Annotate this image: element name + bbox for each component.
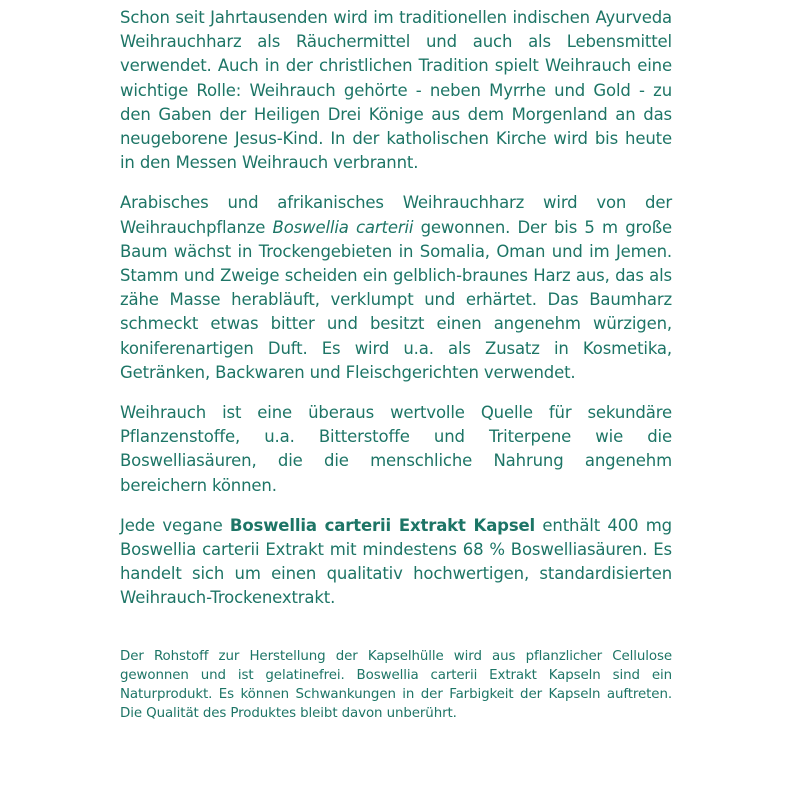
origin-paragraph [120,191,672,385]
capsule-text-start: Jede vegane [120,515,230,535]
capsule-shell-note: Der Rohstoff zur Herstellung der Kapselhülle wird aus pflanzlicher Cellulose gewonnen und ist gelatinefrei. Boswellia carterii Extrakt Kapseln sind ein Naturprodukt. Es können Schwankungen in der Farbigkeit der Kapseln auftreten. Die Qualität des Produktes bleibt davon unberührt. [120,648,672,722]
product-description [120,6,672,723]
species-name: Boswellia carterii [272,217,414,237]
nutrients-paragraph: Weihrauch ist eine überaus wertvolle Quelle für sekundäre Pflanzenstoffe, u.a. Bitterstoffe und Triterpene wie die Boswelliasäuren, die die menschliche Nahrung angenehm bereichern können. [120,403,672,495]
history-paragraph: Schon seit Jahrtausenden wird im traditionellen indischen Ayurveda Weihrauchharz als Räuchermittel und auch als Lebensmittel verwendet. Auch in der christlichen Tradition spielt Weihrauch eine wichtige Rolle: Weihrauch gehörte - neben Myrrhe und Gold - zu den Gaben der Heiligen Drei Könige aus dem Morgenland an das neugeborene Jesus-Kind. In der katholischen Kirche wird bis heute in den Messen Weihrauch verbrannt. [120,8,672,173]
origin-text-start: Arabisches und afrikanisches Weihrauchharz wird von der Weihrauchpflanze [120,193,672,237]
capsule-paragraph [120,514,672,611]
product-name: Boswellia carterii Extrakt Kapsel [229,515,536,535]
capsule-text-end: enthält 400 mg Boswellia carterii Extrakt mit mindestens 68 % Boswelliasäuren. Es handelt sich um einen qualitativ hochwertigen, standardisierten Weihrauch-Trockenextrakt. [120,515,672,608]
origin-text-end: gewonnen. Der bis 5 m große Baum wächst in Trockengebieten in Somalia, Oman und im Jemen. Stamm und Zweige scheiden ein gelblich-braunes Harz aus, das als zähe Masse herabläuft, verklumpt und erhärtet. Das Baumharz schmeckt etwas bitter und besitzt einen angenehm würzigen, koniferenartigen Duft. Es wird u.a. als Zusatz in Kosmetika, Getränken, Backwaren und Fleischgerichten verwendet. [120,217,673,382]
